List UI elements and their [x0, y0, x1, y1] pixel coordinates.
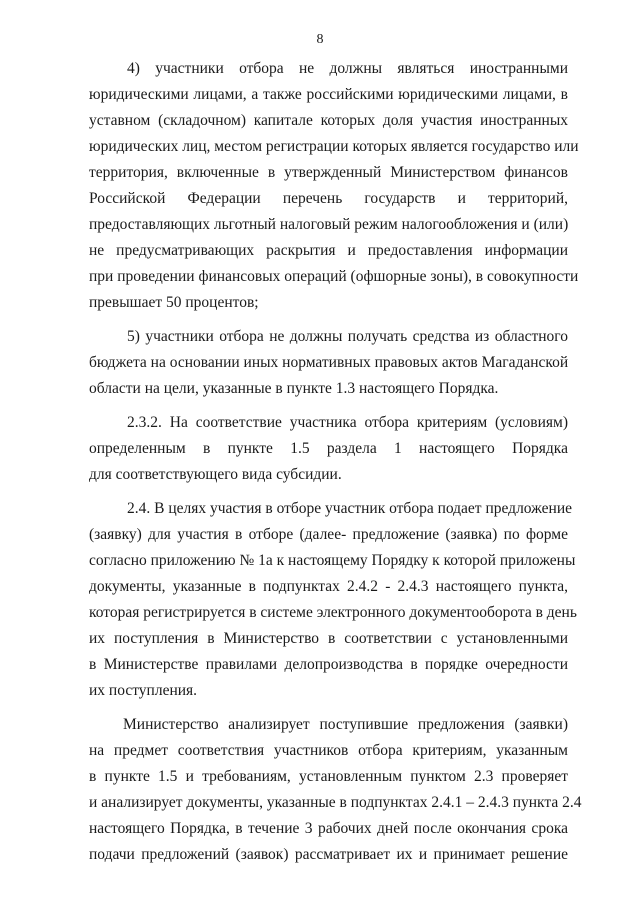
paragraph-item-4	[89, 56, 579, 316]
text-line: превышает 50 процентов;	[89, 294, 259, 311]
text-line: не предусматривающих раскрытия и предоставления информации	[89, 242, 568, 259]
text-line: 2.3.2. На соответствие участника отбора критериям (условиям)	[127, 414, 568, 431]
text-line: которая регистрируется в системе электронного документооборота в день	[89, 604, 577, 621]
paragraph-2-3-2	[89, 410, 568, 488]
text-line: (заявку) для участия в отборе (далее- предложение (заявка) по форме	[89, 526, 568, 543]
text-line: территория, включенные в утвержденный Министерством финансов	[89, 164, 568, 181]
paragraph-2-4	[89, 496, 577, 704]
text-line: подачи предложений (заявок) рассматривает их и принимает решение	[89, 846, 568, 863]
text-line: 2.4. В целях участия в отборе участник отбора подает предложение	[127, 500, 573, 517]
text-line: для соответствующего вида субсидии.	[89, 466, 342, 483]
text-line: на предмет соответствия участников отбора критериям, указанным	[89, 742, 568, 759]
text-line: бюджета на основании иных нормативных правовых актов Магаданской	[89, 354, 569, 371]
text-line: в пункте 1.5 и требованиям, установленным пунктом 2.3 проверяет	[89, 768, 568, 785]
text-line: согласно приложению № 1а к настоящему Порядку к которой приложены	[89, 552, 576, 569]
text-line: области на цели, указанные в пункте 1.3 настоящего Порядка.	[89, 380, 499, 397]
text-line: их поступления в Министерство в соответствии с установленными	[89, 630, 568, 647]
text-line: Российской Федерации перечень государств и территорий,	[89, 190, 568, 207]
text-line: настоящего Порядка, в течение 3 рабочих дней после окончания срока	[89, 820, 568, 837]
text-line: 5) участники отбора не должны получать средства из областного	[127, 328, 568, 345]
paragraph-ministry-review	[89, 712, 582, 868]
text-line: Министерство анализирует поступившие предложения (заявки)	[123, 716, 568, 733]
text-line: 4) участники отбора не должны являться иностранными	[127, 60, 568, 77]
text-line: юридическими лицами, а также российскими юридическими лицами, в	[89, 86, 568, 103]
text-line: уставном (складочном) капитале которых доля участия иностранных	[89, 112, 568, 129]
text-line: при проведении финансовых операций (офшорные зоны), в совокупности	[89, 268, 579, 285]
text-line: документы, указанные в подпунктах 2.4.2 - 2.4.3 настоящего пункта,	[89, 578, 568, 595]
text-line: и анализирует документы, указанные в подпунктах 2.4.1 – 2.4.3 пункта 2.4	[89, 794, 582, 811]
document-body	[89, 56, 582, 868]
text-line: их поступления.	[89, 682, 198, 699]
text-line: предоставляющих льготный налоговый режим налогообложения и (или)	[89, 216, 569, 233]
text-line: определенным в пункте 1.5 раздела 1 настоящего Порядка	[89, 440, 568, 457]
text-line: юридических лиц, местом регистрации которых является государство или	[89, 138, 579, 155]
text-line: в Министерстве правилами делопроизводства в порядке очередности	[89, 656, 568, 673]
page-number: 8	[316, 32, 324, 47]
paragraph-item-5	[89, 324, 568, 402]
